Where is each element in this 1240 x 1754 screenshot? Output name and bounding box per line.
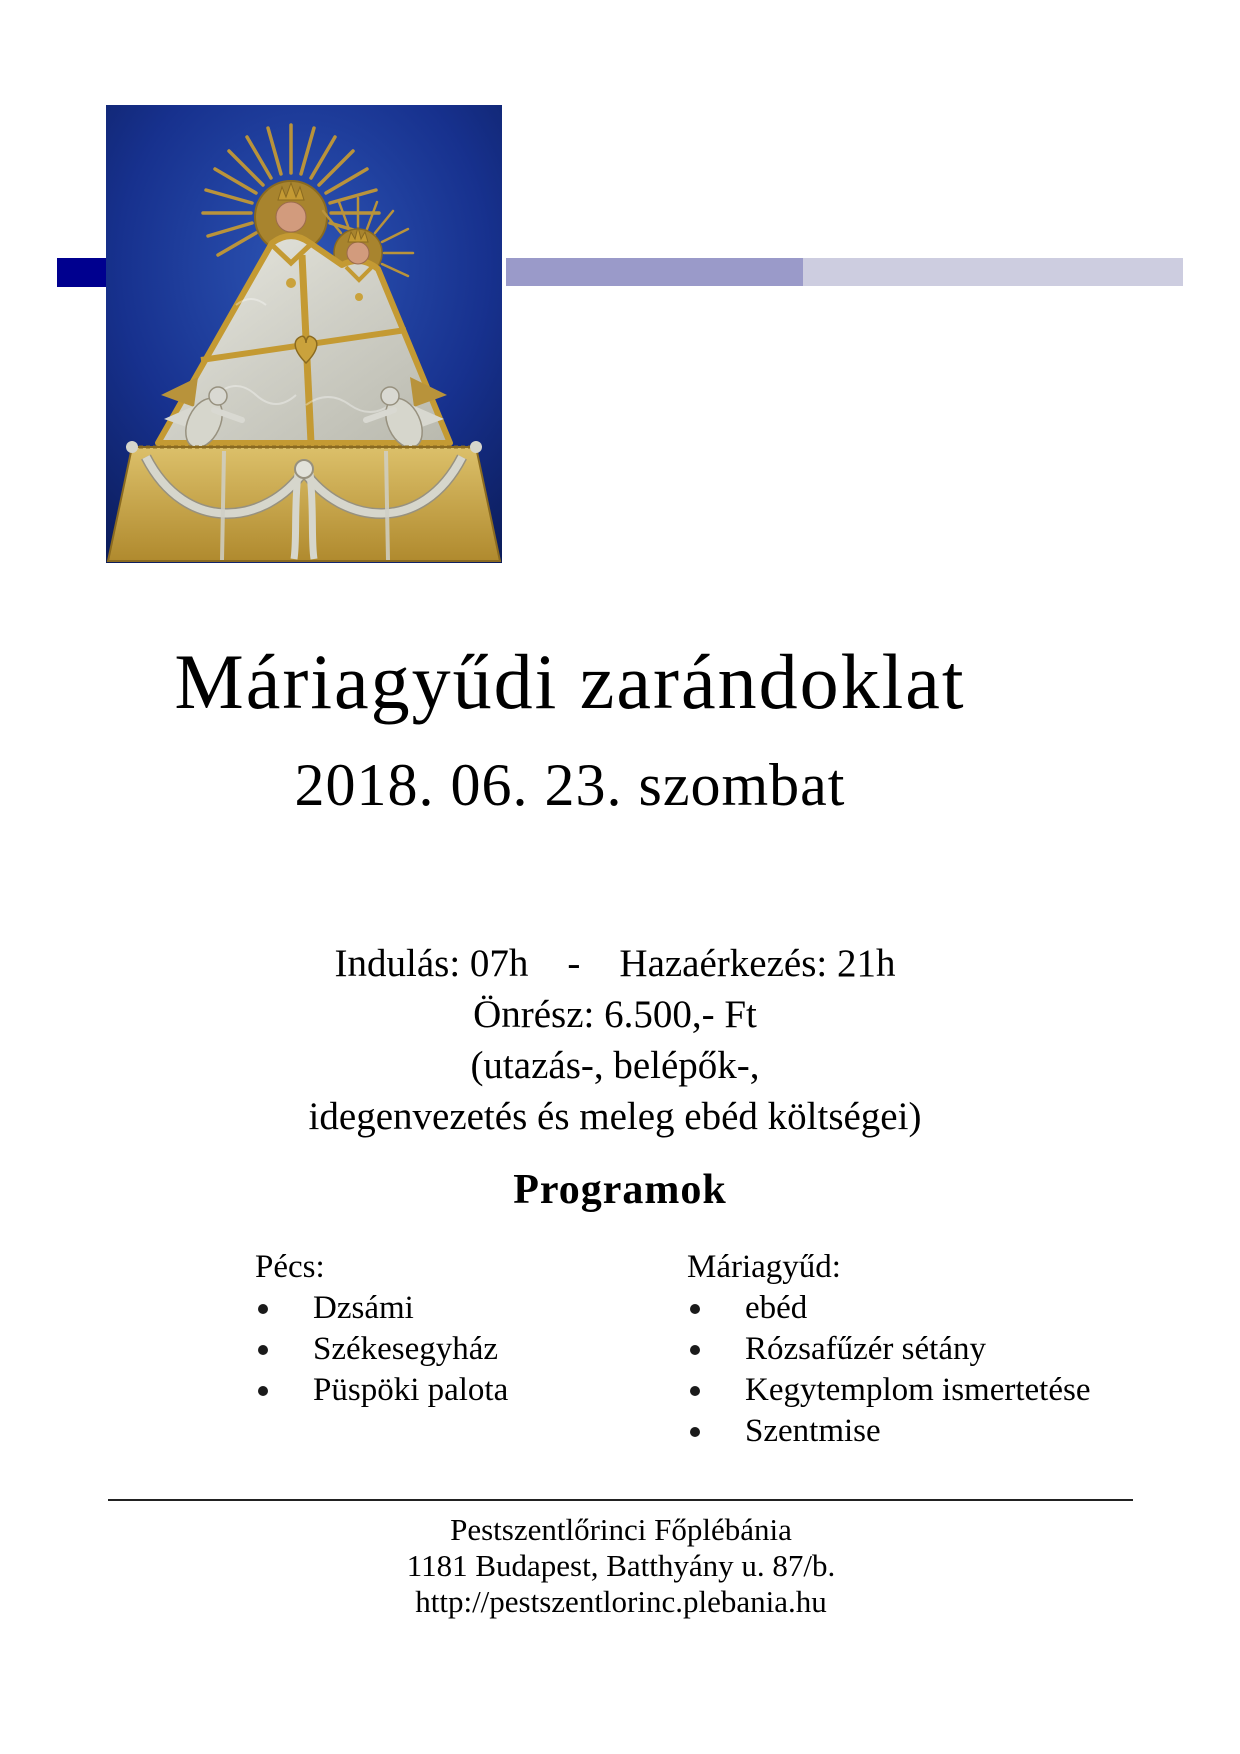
footer-url: http://pestszentlorinc.plebania.hu: [415, 1584, 827, 1619]
detail-line-departure: Indulás: 07h - Hazaérkezés: 21h: [334, 942, 896, 985]
detail-line-price: Önrész: 6.500,- Ft: [473, 993, 757, 1036]
statue-illustration: [106, 105, 502, 563]
list-item-label: ebéd: [745, 1290, 808, 1326]
accent-bar-navy: [57, 258, 106, 287]
detail-line-costs-2: idegenvezetés és meleg ebéd költségei): [308, 1095, 922, 1138]
list-item-label: Püspöki palota: [313, 1372, 509, 1408]
list-item-label: Szentmise: [745, 1413, 881, 1449]
footer-address: 1181 Budapest, Batthyány u. 87/b.: [406, 1548, 836, 1583]
list-item: [687, 1411, 1157, 1452]
list-item-label: Dzsámi: [313, 1290, 414, 1326]
column-title-pecs: Pécs:: [255, 1249, 325, 1285]
bullet-icon: [690, 1386, 700, 1396]
list-item-label: Székesegyház: [313, 1331, 499, 1367]
list-item-label: Rózsafűzér sétány: [745, 1331, 986, 1367]
list-item-label: Kegytemplom ismertetése: [745, 1372, 1091, 1408]
page-title: Máriagyűdi zarándoklat: [174, 638, 966, 725]
programs-heading: Programok: [513, 1167, 727, 1213]
bullet-icon: [258, 1345, 268, 1355]
list-item: [687, 1329, 1157, 1370]
bullet-icon: [690, 1345, 700, 1355]
bullet-icon: [258, 1386, 268, 1396]
detail-line-costs-1: (utazás-, belépők-,: [470, 1044, 760, 1087]
list-item: [255, 1370, 645, 1411]
bullet-icon: [690, 1427, 700, 1437]
event-date: 2018. 06. 23. szombat: [294, 752, 846, 818]
program-column-mariagyud: [687, 1247, 1157, 1452]
program-column-pecs: [255, 1247, 645, 1411]
list-item: [255, 1288, 645, 1329]
statue-photo: [106, 105, 502, 563]
list-item: [255, 1329, 645, 1370]
program-list-mariagyud: [687, 1288, 1157, 1452]
footer-divider: [108, 1499, 1133, 1501]
list-item: [687, 1288, 1157, 1329]
footer: [0, 1512, 1240, 1620]
accent-bar-medium: [506, 258, 803, 286]
accent-bar-light: [803, 258, 1183, 286]
footer-organization: Pestszentlőrinci Főplébánia: [450, 1512, 792, 1547]
list-item: [687, 1370, 1157, 1411]
bullet-icon: [258, 1304, 268, 1314]
event-details: [10, 938, 1220, 1142]
bullet-icon: [690, 1304, 700, 1314]
program-list-pecs: [255, 1288, 645, 1411]
column-title-mariagyud: Máriagyűd:: [687, 1249, 841, 1285]
